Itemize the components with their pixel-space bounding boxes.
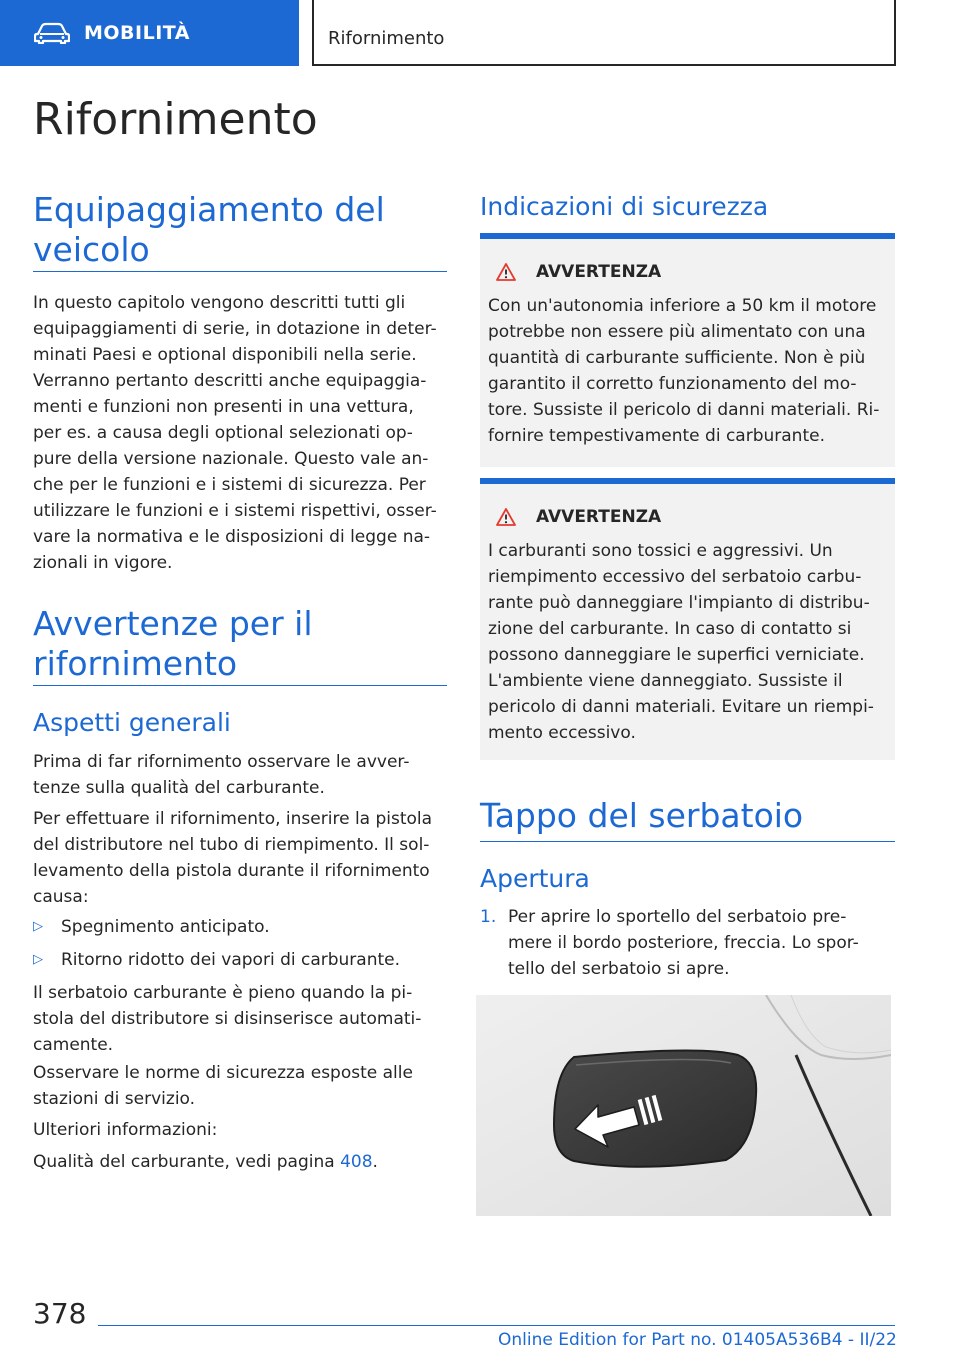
equipment-rule [33, 271, 447, 272]
bullet-marker: ▷ [33, 952, 43, 967]
fuel-cap-heading: Tappo del serbatoio [480, 796, 804, 835]
equipment-heading: Equipaggiamento del veicolo [33, 190, 385, 269]
equipment-text: In questo capitolo vengono descritti tutti gli equipaggiamenti di serie, in dotazione in deter- minati Paesi e optional disponibili nella serie. Verranno pertanto descritti anche equipaggia- menti e funzioni non presenti in una vettura, per es. a causa degli optional selezionati op- pure della versione nazionale. Questo vale an- che per le funzioni e i sistemi di sicurezza. Per utilizzare le funzioni e i sistemi rispettivi, osser- vare la normativa e le disposizioni di legge na- zionali in vigore. [33, 293, 437, 573]
step-item [480, 904, 895, 982]
opening-heading: Apertura [480, 864, 590, 893]
general-paragraph-1: Prima di far rifornimento osservare le avver- tenze sulla qualità del carburante. [33, 752, 410, 798]
general-paragraph-3: Il serbatoio carburante è pieno quando la pi- stola del distributore si disinserisce automati- camente. [33, 983, 422, 1055]
bullet-marker: ▷ [33, 919, 43, 934]
general-paragraph-5: Ulteriori informazioni: [33, 1120, 218, 1140]
list-item: ▷ Spegnimento anticipato. [33, 914, 447, 940]
footer-rule [98, 1325, 895, 1326]
general-paragraph-6: Qualità del carburante, vedi pagina 408. [33, 1152, 378, 1172]
fuel-flap-illustration [476, 995, 891, 1216]
warning-box-1 [480, 233, 895, 467]
general-paragraph-4: Osservare le norme di sicurezza esposte alle stazioni di servizio. [33, 1063, 413, 1109]
step-text: Per aprire lo sportello del serbatoio pre- mere il bordo posteriore, freccia. Lo spor- tello del serbatoio si apre. [508, 907, 859, 979]
car-icon [34, 22, 70, 44]
section-tab[interactable] [0, 0, 299, 66]
page-title: Rifornimento [33, 94, 318, 145]
chapter-label: Rifornimento [328, 28, 445, 49]
warning-text: Con un'autonomia inferiore a 50 km il motore potrebbe non essere più alimentato con una quantità di carburante sufficiente. Non è più garantito il corretto funzionamento del mo- tore. Sussiste il pericolo di danni materiali. Ri- fornire tempestivamente di carburante. [488, 296, 880, 446]
warning-box-2 [480, 478, 895, 760]
safety-heading: Indicazioni di sicurezza [480, 192, 769, 221]
general-paragraph-2: Per effettuare il rifornimento, inserire la pistola del distributore nel tubo di riempimento. Il sol- levamento della pistola durante il rifornimento causa: [33, 809, 433, 907]
page-number: 378 [33, 1297, 87, 1330]
warning-title: AVVERTENZA [536, 262, 662, 282]
refuel-warnings-heading: Avvertenze per il rifornimento [33, 604, 313, 683]
refuel-warnings-rule [33, 685, 447, 686]
page-link-408[interactable]: 408 [340, 1152, 373, 1172]
section-label: MOBILITÀ [84, 22, 190, 44]
warning-title: AVVERTENZA [536, 507, 662, 527]
chapter-box [312, 0, 896, 66]
general-heading: Aspetti generali [33, 708, 231, 737]
step-number: 1. [480, 907, 497, 927]
warning-triangle-icon [496, 508, 516, 526]
effects-list [33, 914, 447, 973]
list-item: ▷ Ritorno ridotto dei vapori di carburante. [33, 947, 447, 973]
fuel-cap-rule [480, 841, 895, 842]
warning-text: I carburanti sono tossici e aggressivi. Un riempimento eccessivo del serbatoio carbu- rante può danneggiare l'impianto di distribu- zione del carburante. In caso di contatto si possono danneggiare le superfici verniciate. L'ambiente viene danneggiato. Sussiste il pericolo di danni materiali. Evitare un riempi- mento eccessivo. [488, 541, 874, 743]
edition-note: Online Edition for Part no. 01405A536B4 - II/22 [498, 1330, 897, 1350]
warning-triangle-icon [496, 263, 516, 281]
